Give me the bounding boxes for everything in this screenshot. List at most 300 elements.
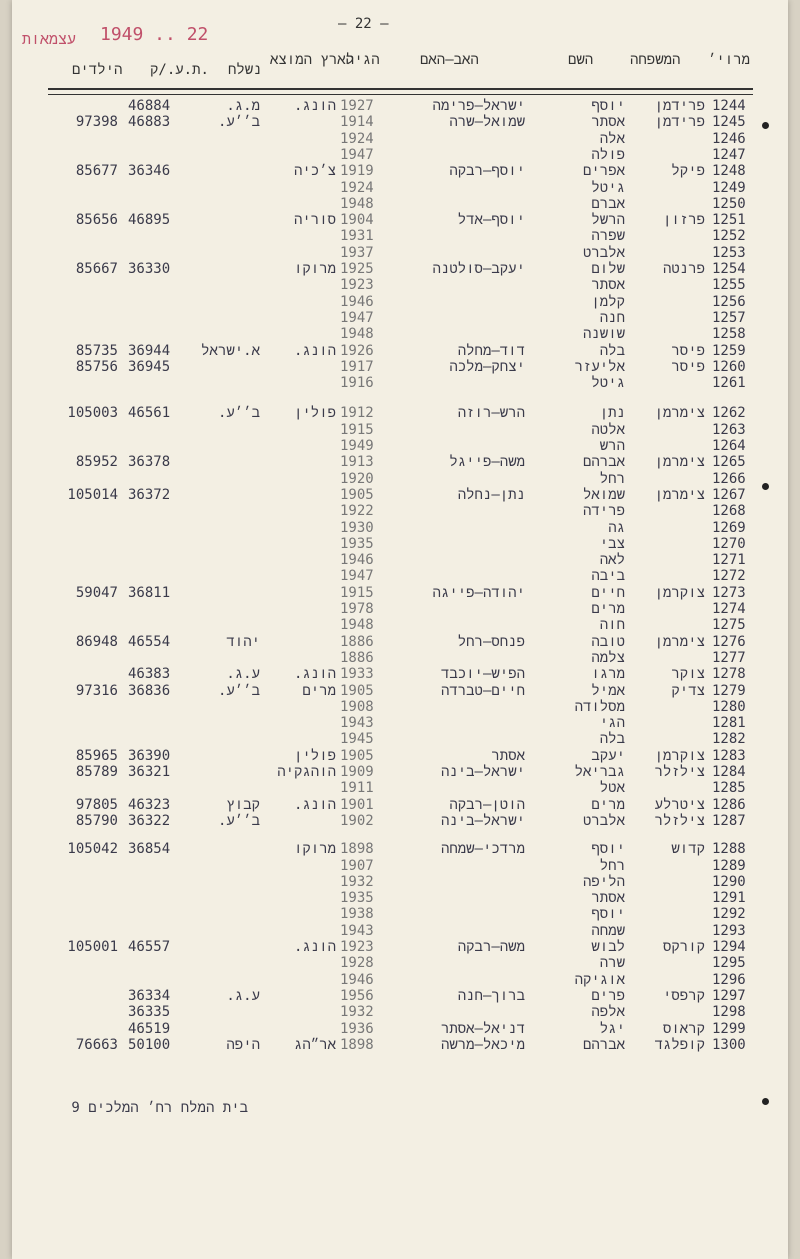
cell-parents: ישראל–בינה: [440, 764, 525, 780]
cell-kz: 97805: [75, 796, 118, 813]
cell-year: 1943: [340, 922, 374, 939]
cell-te: 46323: [128, 796, 171, 813]
cell-serial: 1288: [712, 841, 746, 858]
cell-name: ביבה: [591, 568, 625, 585]
cell-name: אוגיקה: [574, 971, 625, 988]
cell-year: 1932: [340, 873, 374, 890]
cell-serial: 1281: [712, 715, 746, 732]
cell-serial: 1296: [712, 971, 746, 988]
cell-te: 36322: [128, 812, 171, 829]
cell-kz: 85965: [75, 747, 118, 764]
cell-serial: 1269: [712, 519, 746, 536]
cell-name: אברהם: [582, 454, 625, 471]
cell-parents: הרש–רוזה: [457, 405, 525, 422]
cell-year: 1937: [340, 244, 374, 261]
table-row: [0, 180, 800, 196]
cell-name: בלה: [599, 342, 625, 359]
cell-name: שמחה: [591, 922, 625, 939]
cell-family: קורקס: [662, 939, 705, 955]
cell-year: 1898: [340, 1036, 374, 1053]
cell-name: שלום: [591, 261, 625, 277]
cell-year: 1924: [340, 130, 374, 147]
cell-serial: 1280: [712, 698, 746, 715]
cell-serial: 1256: [712, 293, 746, 310]
table-row: [0, 715, 800, 731]
cell-name: אלפה: [591, 1004, 625, 1021]
cell-kz: 85789: [75, 764, 118, 780]
cell-serial: 1295: [712, 955, 746, 972]
cell-name: שמואל: [582, 486, 625, 503]
cell-family: פרידמן: [654, 98, 705, 114]
table-row: [0, 163, 800, 179]
cell-family: קופלגד: [654, 1036, 705, 1053]
cell-name: שושנה: [582, 326, 625, 343]
cell-year: 1947: [340, 568, 374, 585]
table-row: [0, 343, 800, 359]
table-row: [0, 405, 800, 421]
cell-year: 1914: [340, 114, 374, 131]
cell-kz: 85790: [75, 812, 118, 829]
cell-year: 1905: [340, 747, 374, 764]
table-row: [0, 841, 800, 857]
cell-arrived: יהוד: [226, 633, 260, 650]
table-row: [0, 520, 800, 536]
cell-serial: 1299: [712, 1020, 746, 1037]
cell-origin: הונג.: [293, 342, 336, 359]
cell-parents: משה–פייגל: [449, 454, 525, 471]
cell-name: לאה: [599, 552, 625, 569]
cell-year: 1922: [340, 503, 374, 520]
cell-year: 1925: [340, 261, 374, 277]
cell-serial: 1261: [712, 375, 746, 392]
stamp-label: עצמאות: [22, 30, 77, 48]
cell-serial: 1249: [712, 179, 746, 196]
cell-kz: 97316: [75, 682, 118, 699]
cell-parents: חיים–טברדה: [440, 682, 525, 699]
table-row: [0, 422, 800, 438]
cell-arrived: היפה: [226, 1036, 260, 1053]
cell-year: 1905: [340, 486, 374, 503]
cell-year: 1920: [340, 470, 374, 487]
cell-family: פיסר: [671, 358, 705, 375]
cell-name: אטל: [599, 780, 625, 797]
cell-year: 1931: [340, 228, 374, 245]
cell-name: אפרים: [582, 163, 625, 180]
cell-year: 1909: [340, 764, 374, 780]
header-name: השם: [568, 52, 594, 68]
cell-name: אסתר: [591, 114, 625, 131]
cell-origin: הונג.: [293, 666, 336, 683]
cell-year: 1946: [340, 552, 374, 569]
cell-serial: 1294: [712, 939, 746, 955]
table-row: [0, 585, 800, 601]
cell-family: צילזלר: [654, 764, 705, 780]
cell-year: 1928: [340, 955, 374, 972]
header-family: המשפחה: [630, 52, 681, 68]
table-row: [0, 196, 800, 212]
table-row: [0, 536, 800, 552]
cell-name: הגי: [599, 715, 625, 732]
cell-parents: שמואל–שרה: [449, 114, 525, 131]
cell-serial: 1262: [712, 405, 746, 422]
cell-name: מרים: [591, 601, 625, 617]
cell-name: הרש: [599, 438, 625, 454]
cell-year: 1915: [340, 421, 374, 438]
cell-arrived: ב׳׳ע.: [217, 114, 260, 131]
header-te: ת.ע./ק.: [150, 62, 209, 78]
cell-te: 36854: [128, 841, 171, 858]
cell-serial: 1292: [712, 906, 746, 923]
cell-serial: 1279: [712, 682, 746, 699]
table-row: [0, 764, 800, 780]
cell-serial: 1253: [712, 244, 746, 261]
cell-serial: 1298: [712, 1004, 746, 1021]
table-row: [0, 858, 800, 874]
cell-year: 1886: [340, 633, 374, 650]
cell-parents: מיכאל–מרשה: [440, 1036, 525, 1053]
cell-origin: הונג.: [293, 98, 336, 114]
cell-family: פרנטה: [662, 261, 705, 277]
table-row: [0, 326, 800, 342]
cell-origin: הונג.: [293, 939, 336, 955]
cell-family: פיסר: [671, 342, 705, 359]
cell-serial: 1273: [712, 584, 746, 601]
cell-serial: 1250: [712, 195, 746, 212]
cell-serial: 1255: [712, 277, 746, 294]
cell-serial: 1268: [712, 503, 746, 520]
cell-parents: נתן–נחלה: [457, 486, 525, 503]
cell-arrived: ע.ג.: [226, 666, 260, 683]
cell-origin: הונג.: [293, 796, 336, 813]
table-row: [0, 955, 800, 971]
cell-year: 1924: [340, 179, 374, 196]
cell-year: 1945: [340, 731, 374, 748]
cell-year: 1915: [340, 584, 374, 601]
table-row: [0, 780, 800, 796]
cell-year: 1902: [340, 812, 374, 829]
table-row: [0, 261, 800, 277]
cell-arrived: קבוץ: [226, 796, 260, 813]
table-row: [0, 438, 800, 454]
cell-te: 46519: [128, 1020, 171, 1037]
page-number: – 22 –: [338, 16, 389, 32]
cell-serial: 1286: [712, 796, 746, 813]
cell-serial: 1271: [712, 552, 746, 569]
cell-name: יוסף: [591, 98, 625, 114]
cell-year: 1923: [340, 277, 374, 294]
table-row: [0, 131, 800, 147]
cell-kz: 85756: [75, 358, 118, 375]
cell-serial: 1300: [712, 1036, 746, 1053]
cell-origin: מרוקו: [293, 261, 336, 277]
cell-serial: 1251: [712, 212, 746, 229]
cell-family: קראוס: [662, 1020, 705, 1037]
cell-te: 36944: [128, 342, 171, 359]
cell-serial: 1265: [712, 454, 746, 471]
cell-serial: 1276: [712, 633, 746, 650]
cell-kz: 85667: [75, 261, 118, 277]
cell-te: 36372: [128, 486, 171, 503]
table-row: [0, 294, 800, 310]
cell-kz: 85656: [75, 212, 118, 229]
cell-kz: 59047: [75, 584, 118, 601]
cell-arrived: א.ישראל: [201, 342, 260, 359]
table-row: [0, 98, 800, 114]
cell-serial: 1293: [712, 922, 746, 939]
table-row: [0, 212, 800, 228]
cell-year: 1930: [340, 519, 374, 536]
cell-serial: 1270: [712, 535, 746, 552]
cell-serial: 1244: [712, 98, 746, 114]
cell-name: אברם: [591, 195, 625, 212]
cell-serial: 1278: [712, 666, 746, 683]
cell-year: 1923: [340, 939, 374, 955]
cell-year: 1916: [340, 375, 374, 392]
cell-te: 36945: [128, 358, 171, 375]
cell-name: הרשל: [591, 212, 625, 229]
cell-serial: 1290: [712, 873, 746, 890]
cell-name: גיטל: [591, 375, 625, 392]
cell-parents: הוטן–רבקה: [449, 796, 525, 813]
cell-name: פרים: [591, 987, 625, 1004]
cell-name: קלמן: [591, 293, 625, 310]
cell-name: יגל: [599, 1020, 625, 1037]
table-row: [0, 813, 800, 829]
cell-year: 1917: [340, 358, 374, 375]
cell-year: 1935: [340, 535, 374, 552]
cell-family: צילזלר: [654, 812, 705, 829]
cell-family: צימרמן: [654, 405, 705, 422]
cell-year: 1919: [340, 163, 374, 180]
cell-te: 46383: [128, 666, 171, 683]
cell-kz: 86948: [75, 633, 118, 650]
table-row: [0, 601, 800, 617]
cell-serial: 1274: [712, 601, 746, 617]
cell-name: רחל: [599, 470, 625, 487]
cell-origin: מרים: [302, 682, 336, 699]
cell-origin: פולין: [293, 747, 336, 764]
cell-serial: 1287: [712, 812, 746, 829]
cell-family: צוקרמן: [654, 584, 705, 601]
cell-name: גבריאל: [574, 764, 625, 780]
cell-family: צימרמן: [654, 633, 705, 650]
cell-name: גה: [608, 519, 625, 536]
header-parents: האב–האם: [420, 52, 479, 68]
cell-name: אברהם: [582, 1036, 625, 1053]
cell-te: 36335: [128, 1004, 171, 1021]
cell-year: 1926: [340, 342, 374, 359]
cell-parents: יצחק–מלכה: [449, 358, 525, 375]
cell-origin: אר״הג: [293, 1036, 336, 1053]
cell-year: 1908: [340, 698, 374, 715]
table-row: [0, 939, 800, 955]
header-serial: מרוי׳: [708, 52, 751, 68]
table-row: [0, 375, 800, 391]
cell-kz: 105001: [67, 939, 118, 955]
cell-name: מרגו: [591, 666, 625, 683]
cell-te: 46557: [128, 939, 171, 955]
cell-serial: 1277: [712, 649, 746, 666]
cell-year: 1912: [340, 405, 374, 422]
table-row: [0, 1021, 800, 1037]
table-row: [0, 487, 800, 503]
cell-year: 1947: [340, 146, 374, 163]
cell-name: אלטה: [591, 421, 625, 438]
table-row: [0, 666, 800, 682]
cell-year: 1947: [340, 309, 374, 326]
header-kz: הילדים: [72, 62, 123, 78]
cell-year: 1948: [340, 195, 374, 212]
cell-origin: מרוקו: [293, 841, 336, 858]
cell-family: צימרמן: [654, 486, 705, 503]
cell-serial: 1297: [712, 987, 746, 1004]
cell-te: 36390: [128, 747, 171, 764]
table-row: [0, 923, 800, 939]
cell-family: ציטרלע: [654, 796, 705, 813]
cell-kz: 85677: [75, 163, 118, 180]
cell-serial: 1282: [712, 731, 746, 748]
cell-year: 1938: [340, 906, 374, 923]
cell-name: אלברט: [582, 244, 625, 261]
cell-serial: 1254: [712, 261, 746, 277]
table-row: [0, 650, 800, 666]
cell-name: חיים: [591, 584, 625, 601]
cell-te: 36334: [128, 987, 171, 1004]
table-row: [0, 617, 800, 633]
cell-parents: ישראל–פרימה: [432, 98, 525, 114]
cell-year: 1927: [340, 98, 374, 114]
cell-name: נתן: [599, 405, 625, 422]
cell-year: 1956: [340, 987, 374, 1004]
cell-serial: 1285: [712, 780, 746, 797]
cell-family: קדוש: [671, 841, 705, 858]
cell-family: פיקל: [671, 163, 705, 180]
cell-name: בלה: [599, 731, 625, 748]
cell-name: יעקב: [591, 747, 625, 764]
cell-year: 1946: [340, 971, 374, 988]
table-row: [0, 731, 800, 747]
cell-serial: 1289: [712, 857, 746, 874]
cell-serial: 1257: [712, 309, 746, 326]
cell-name: חוה: [599, 617, 625, 634]
cell-serial: 1266: [712, 470, 746, 487]
cell-name: יוסף: [591, 906, 625, 923]
cell-name: אלברט: [582, 812, 625, 829]
cell-te: 46883: [128, 114, 171, 131]
cell-te: 36836: [128, 682, 171, 699]
cell-arrived: מ.ג.: [226, 98, 260, 114]
cell-year: 1907: [340, 857, 374, 874]
cell-serial: 1263: [712, 421, 746, 438]
cell-family: צוקר: [671, 666, 705, 683]
cell-kz: 105003: [67, 405, 118, 422]
cell-name: מסלודה: [574, 698, 625, 715]
table-row: [0, 906, 800, 922]
header-arrived: נשלח: [228, 62, 262, 78]
cell-kz: 105042: [67, 841, 118, 858]
cell-name: לבוש: [591, 939, 625, 955]
cell-serial: 1252: [712, 228, 746, 245]
cell-name: הליפה: [582, 873, 625, 890]
cell-te: 46554: [128, 633, 171, 650]
table-row: [0, 1037, 800, 1053]
cell-serial: 1283: [712, 747, 746, 764]
cell-year: 1948: [340, 617, 374, 634]
cell-kz: 76663: [75, 1036, 118, 1053]
cell-parents: משה–רבקה: [457, 939, 525, 955]
cell-year: 1898: [340, 841, 374, 858]
cell-te: 36346: [128, 163, 171, 180]
cell-te: 36330: [128, 261, 171, 277]
cell-te: 36321: [128, 764, 171, 780]
table-row: [0, 988, 800, 1004]
table-row: [0, 114, 800, 130]
cell-parents: יוסף–אדל: [457, 212, 525, 229]
header-origin: הארץ המוצא: [270, 52, 355, 68]
cell-year: 1946: [340, 293, 374, 310]
table-row: [0, 890, 800, 906]
header-rule-thin: [48, 94, 753, 95]
table-row: [0, 797, 800, 813]
cell-family: צימרמן: [654, 454, 705, 471]
cell-serial: 1267: [712, 486, 746, 503]
cell-origin: פולין: [293, 405, 336, 422]
cell-family: צדיק: [671, 682, 705, 699]
cell-parents: יעקב–סולטנה: [432, 261, 525, 277]
cell-year: 1949: [340, 438, 374, 454]
cell-name: יוסף: [591, 841, 625, 858]
cell-parents: פנחס–רחל: [457, 633, 525, 650]
cell-name: אמיל: [591, 682, 625, 699]
table-row: [0, 277, 800, 293]
cell-serial: 1247: [712, 146, 746, 163]
cell-name: צבי: [599, 535, 625, 552]
cell-kz: 105014: [67, 486, 118, 503]
cell-serial: 1245: [712, 114, 746, 131]
table-row: [0, 699, 800, 715]
cell-parents: הפיש–יוכבד: [440, 666, 525, 683]
cell-year: 1901: [340, 796, 374, 813]
cell-kz: 85735: [75, 342, 118, 359]
table-row: [0, 359, 800, 375]
table-row: [0, 228, 800, 244]
cell-year: 1943: [340, 715, 374, 732]
header-rule: [48, 88, 753, 90]
cell-name: רחל: [599, 857, 625, 874]
cell-name: פרידה: [582, 503, 625, 520]
cell-serial: 1291: [712, 890, 746, 907]
table-row: [0, 874, 800, 890]
cell-family: פרזון: [662, 212, 705, 229]
cell-arrived: ב׳׳ע.: [217, 682, 260, 699]
cell-serial: 1248: [712, 163, 746, 180]
cell-origin: הוהגקיה: [277, 764, 336, 780]
cell-name: שפרה: [591, 228, 625, 245]
cell-name: מרים: [591, 796, 625, 813]
cell-parents: ישראל–בינה: [440, 812, 525, 829]
table-row: [0, 454, 800, 470]
punch-hole: [762, 483, 769, 490]
cell-arrived: ב׳׳ע.: [217, 812, 260, 829]
footer-address: בית המלח רח׳ המלכים 9: [71, 1100, 248, 1116]
table-row: [0, 748, 800, 764]
cell-parents: דוד–מחלה: [457, 342, 525, 359]
cell-family: קרפסי: [662, 987, 705, 1004]
cell-parents: ברוך–חנה: [457, 987, 525, 1004]
cell-te: 36811: [128, 584, 171, 601]
cell-serial: 1284: [712, 764, 746, 780]
stamp-date: 1949 .. 22: [100, 24, 209, 45]
